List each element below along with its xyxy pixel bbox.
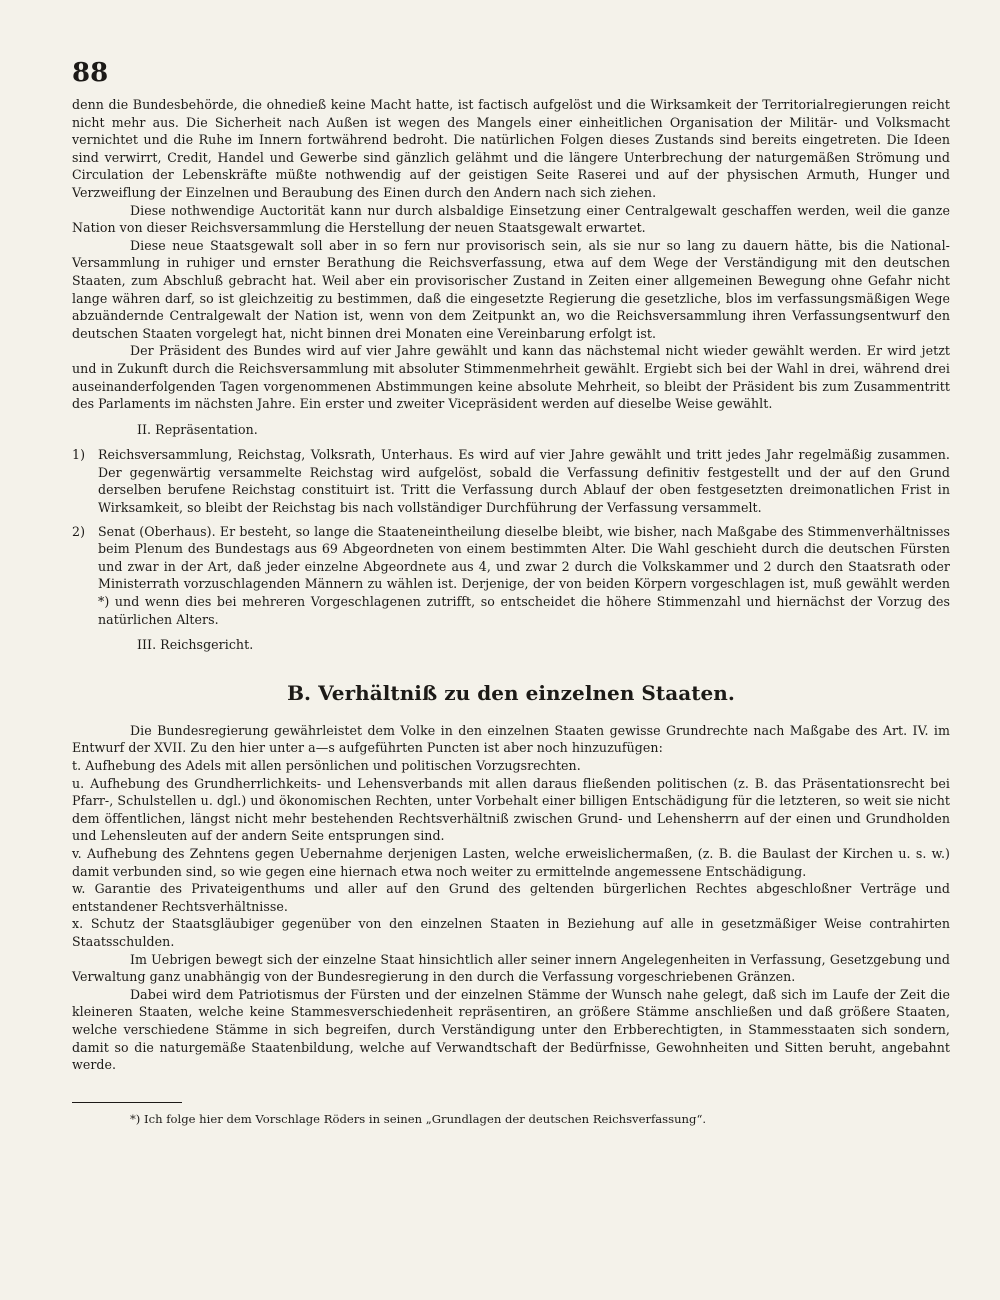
paragraph: denn die Bundesbehörde, die ohnedieß keine Macht hatte, ist factisch aufgelöst und die Wirksamkeit der Territorialregierungen reicht nicht mehr aus. Die Sicherheit nach Außen ist wegen des Mangels einer einheitlichen Organisation der Militär- und Volksmacht vernichtet und die Ruhe im Innern fortwährend bedroht. Die natürlichen Folgen dieses Zustands sind bereits eingetreten. Die Ideen sind verwirrt, Credit, Handel und Gewerbe sind gänzlich gelähmt und die längere Unterbrechung der naturgemäßen Strömung und Circulation der Lebenskräfte müßte nothwendig auf der geistigen Seite Raserei und auf der physischen Armuth, Hunger und Verzweiflung der Einzelnen und Beraubung des Einen durch den Andern nach sich ziehen. (72, 97, 950, 200)
item-number: 1) (72, 447, 86, 463)
item-text: Senat (Oberhaus). Er besteht, so lange die Staateneintheilung dieselbe bleibt, wie bisher, nach Maßgabe des Stimmenverhältnisses beim Plenum des Bundestags aus 69 Abgeordneten von einem bestimmten Alter. Die Wahl geschieht durch die deutschen Fürsten und zwar in der Art, daß jeder einzelne Abgeordnete aus 4, und zwar 2 durch die Volkskammer und 2 durch den Staatsrath oder Ministerrath vorzuschlagenden Männern zu wählen ist. Derjenige, der von beiden Körpern vorgeschlagen ist, muß gewählt werden *) und wenn dies bei mehreren Vorgeschlagenen zutrifft, so entscheidet die höhere Stimmenzahl und hiernächst der Vorzug des natürlichen Alters. (98, 523, 950, 627)
page-number: 88 (72, 58, 109, 88)
paragraph: Diese neue Staatsgewalt soll aber in so fern nur provisorisch sein, als sie nur so lang zu dauern hätte, bis die National-Versammlung in ruhiger und ernster Berathung die Reichsverfassung, etwa auf dem Wege der Verständigung mit den deutschen Staaten, zum Abschluß gebracht hat. Weil aber ein provisorischer Zustand in Zeiten einer allgemeinen Bewegung ohne Gefahr nicht lange währen darf, so ist gleichzeitig zu bestimmen, daß die eingesetzte Regierung die gesetzliche, blos im verfassungsmäßigen Wege abzuändernde Centralgewalt der Nation ist, wenn von dem Zeitpunkt an, wo die Reichsversammlung ihren Verfassungsentwurf den deutschen Staaten vorgelegt hat, nicht binnen drei Monaten eine Vereinbarung erfolgt ist. (72, 237, 950, 341)
numbered-item (72, 446, 950, 516)
item-number: 2) (72, 523, 86, 539)
section-heading-court: III. Reichsgericht. (137, 637, 254, 653)
list-item: x. Schutz der Staatsgläubiger gegenüber von den einzelnen Staaten in Beziehung auf alle in gesetzmäßiger Weise contrahirten Staatsschulden. (72, 916, 950, 949)
section-heading-representation: II. Repräsentation. (137, 421, 258, 437)
document-body (72, 96, 950, 1074)
list-item: u. Aufhebung des Grundherrlichkeits- und Lehensverbands mit allen daraus fließenden politischen (z. B. das Präsentationsrecht bei Pfarr-, Schulstellen u. dgl.) und ökonomischen Rechten, unter Vorbehalt einer billigen Entschädigung für die letzteren, so weit sie nicht dem öffentlichen, längst nicht mehr bestehenden Rechtsverhältniß zwischen Grund- und Lehensherrn auf der einen und Grundholden und Lehensleuten auf der andern Seite entsprungen sind. (72, 775, 950, 844)
footnote: *) Ich folge hier dem Vorschlage Röders in seinen „Grundlagen der deutschen Reichsverfassung“. (130, 1111, 707, 1126)
list-item: v. Aufhebung des Zehntens gegen Uebernahme derjenigen Lasten, welche erweislichermaßen, (z. B. die Baulast der Kirchen u. s. w.) damit verbunden sind, so wie gegen eine hiernach etwa noch weiter zu ermittelnde angemessene Entschädigung. (72, 845, 950, 879)
paragraph: Dabei wird dem Patriotismus der Fürsten und der einzelnen Stämme der Wunsch nahe gelegt, daß sich im Laufe der Zeit die kleineren Staaten, welche keine Stammesverschiedenheit repräsentiren, an größere Stämme anschließen und daß größere Staaten, welche verschiedene Stämme in sich begreifen, durch Verständigung unter den Erbberechtigten, in Stammesstaaten sich sondern, damit so die naturgemäße Staatenbildung, welche auf Verwandtschaft der Bedürfnisse, Gewohnheiten und Sitten beruht, angebahnt werde. (72, 986, 950, 1073)
numbered-item (72, 523, 950, 629)
paragraph: Im Uebrigen bewegt sich der einzelne Staat hinsichtlich aller seiner innern Angelegenheiten in Verfassung, Gesetzgebung und Verwaltung ganz unabhängig von der Bundesregierung in den durch die Verfassung vorgeschriebenen Gränzen. (72, 951, 950, 985)
item-text: Reichsversammlung, Reichstag, Volksrath, Unterhaus. Es wird auf vier Jahre gewählt und tritt jedes Jahr regelmäßig zusammen. Der gegenwärtig versammelte Reichstag wird aufgelöst, sobald die Verfassung definitiv festgestellt und der auf den Grund derselben berufene Reichstag constituirt ist. Tritt die Verfassung durch Ablauf der oben festgesetzten dreimonatlichen Frist in Wirksamkeit, so bleibt der Reichstag bis nach vollständiger Durchführung der Verfassung versammelt. (98, 447, 950, 516)
paragraph: Diese nothwendige Auctorität kann nur durch alsbaldige Einsetzung einer Centralgewalt geschaffen werden, weil die ganze Nation von dieser Reichsversammlung die Herstellung der neuen Staatsgewalt erwartet. (72, 202, 950, 236)
paragraph: Der Präsident des Bundes wird auf vier Jahre gewählt und kann das nächstemal nicht wieder gewählt werden. Er wird jetzt und in Zukunft durch die Reichsversammlung mit absoluter Stimmenmehrheit gewählt. Ergiebt sich bei der Wahl in drei, während drei auseinanderfolgenden Tagen vorgenommenen Abstimmungen keine absolute Mehrheit, so bleibt der Präsident bis zum Zusammentritt des Parlaments im nächsten Jahre. Ein erster und zweiter Vicepräsident werden auf dieselbe Weise gewählt. (72, 343, 950, 412)
paragraph: Die Bundesregierung gewährleistet dem Volke in den einzelnen Staaten gewisse Grundrechte nach Maßgabe des Art. IV. im Entwurf der XVII. Zu den hier unter a—s aufgeführten Puncten ist aber noch hinzuzufügen: (72, 722, 950, 756)
footnote-divider (72, 1102, 182, 1103)
section-heading-b: B. Verhältniß zu den einzelnen Staaten. (287, 680, 735, 705)
list-item: w. Garantie des Privateigenthums und aller auf den Grund des geltenden bürgerlichen Rechtes abgeschloßner Verträge und entstandener Rechtsverhältnisse. (72, 881, 950, 914)
list-item: t. Aufhebung des Adels mit allen persönlichen und politischen Vorzugsrechten. (72, 758, 581, 773)
document-page (72, 58, 950, 1268)
